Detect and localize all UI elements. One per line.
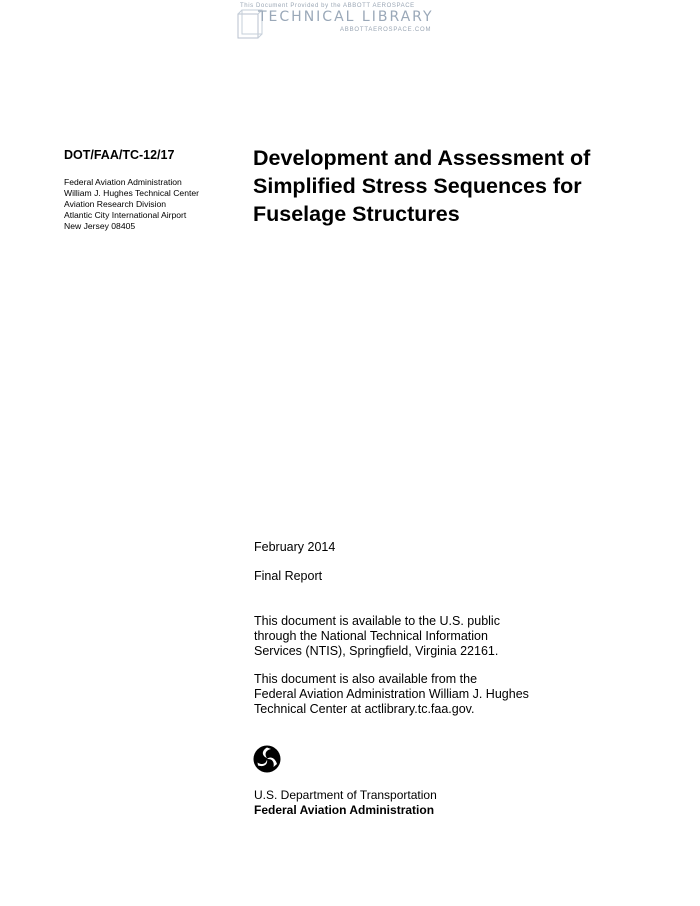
availability-line: This document is also available from the (254, 672, 478, 686)
report-date: February 2014 (254, 540, 336, 554)
agency-address (64, 177, 199, 232)
watermark-line-2: TECHNICAL LIBRARY (258, 9, 434, 25)
watermark-line-3: ABBOTTAEROSPACE.COM (340, 27, 432, 33)
agency-line: William J. Hughes Technical Center (64, 188, 200, 198)
availability-line: Federal Aviation Administration William J. Hughes (254, 687, 529, 701)
title-line: Simplified Stress Sequences for (253, 174, 582, 198)
agency-line: Federal Aviation Administration (64, 177, 182, 187)
department-name: U.S. Department of Transportation (254, 788, 437, 802)
report-title (253, 144, 590, 228)
availability-line: Technical Center at actlibrary.tc.faa.gov. (254, 702, 475, 716)
administration-name: Federal Aviation Administration (254, 803, 435, 817)
title-line: Development and Assessment of (253, 146, 591, 170)
availability-line: Services (NTIS), Springfield, Virginia 22161. (254, 644, 499, 658)
agency-line: New Jersey 08405 (64, 221, 136, 231)
agency-line: Atlantic City International Airport (64, 210, 187, 220)
availability-line: through the National Technical Information (254, 629, 488, 643)
availability-faa (254, 672, 529, 717)
report-number: DOT/FAA/TC-12/17 (64, 148, 175, 162)
department-block (254, 788, 437, 818)
availability-line: This document is available to the U.S. public (254, 614, 500, 628)
abbott-aerospace-watermark (232, 2, 456, 42)
agency-line: Aviation Research Division (64, 199, 167, 209)
title-line: Fuselage Structures (253, 202, 460, 226)
report-type: Final Report (254, 569, 323, 583)
watermark-line-1: This Document Provided by the ABBOTT AEROSPACE (240, 3, 415, 9)
dot-triskelion-logo-icon (253, 745, 281, 773)
availability-ntis (254, 614, 500, 659)
